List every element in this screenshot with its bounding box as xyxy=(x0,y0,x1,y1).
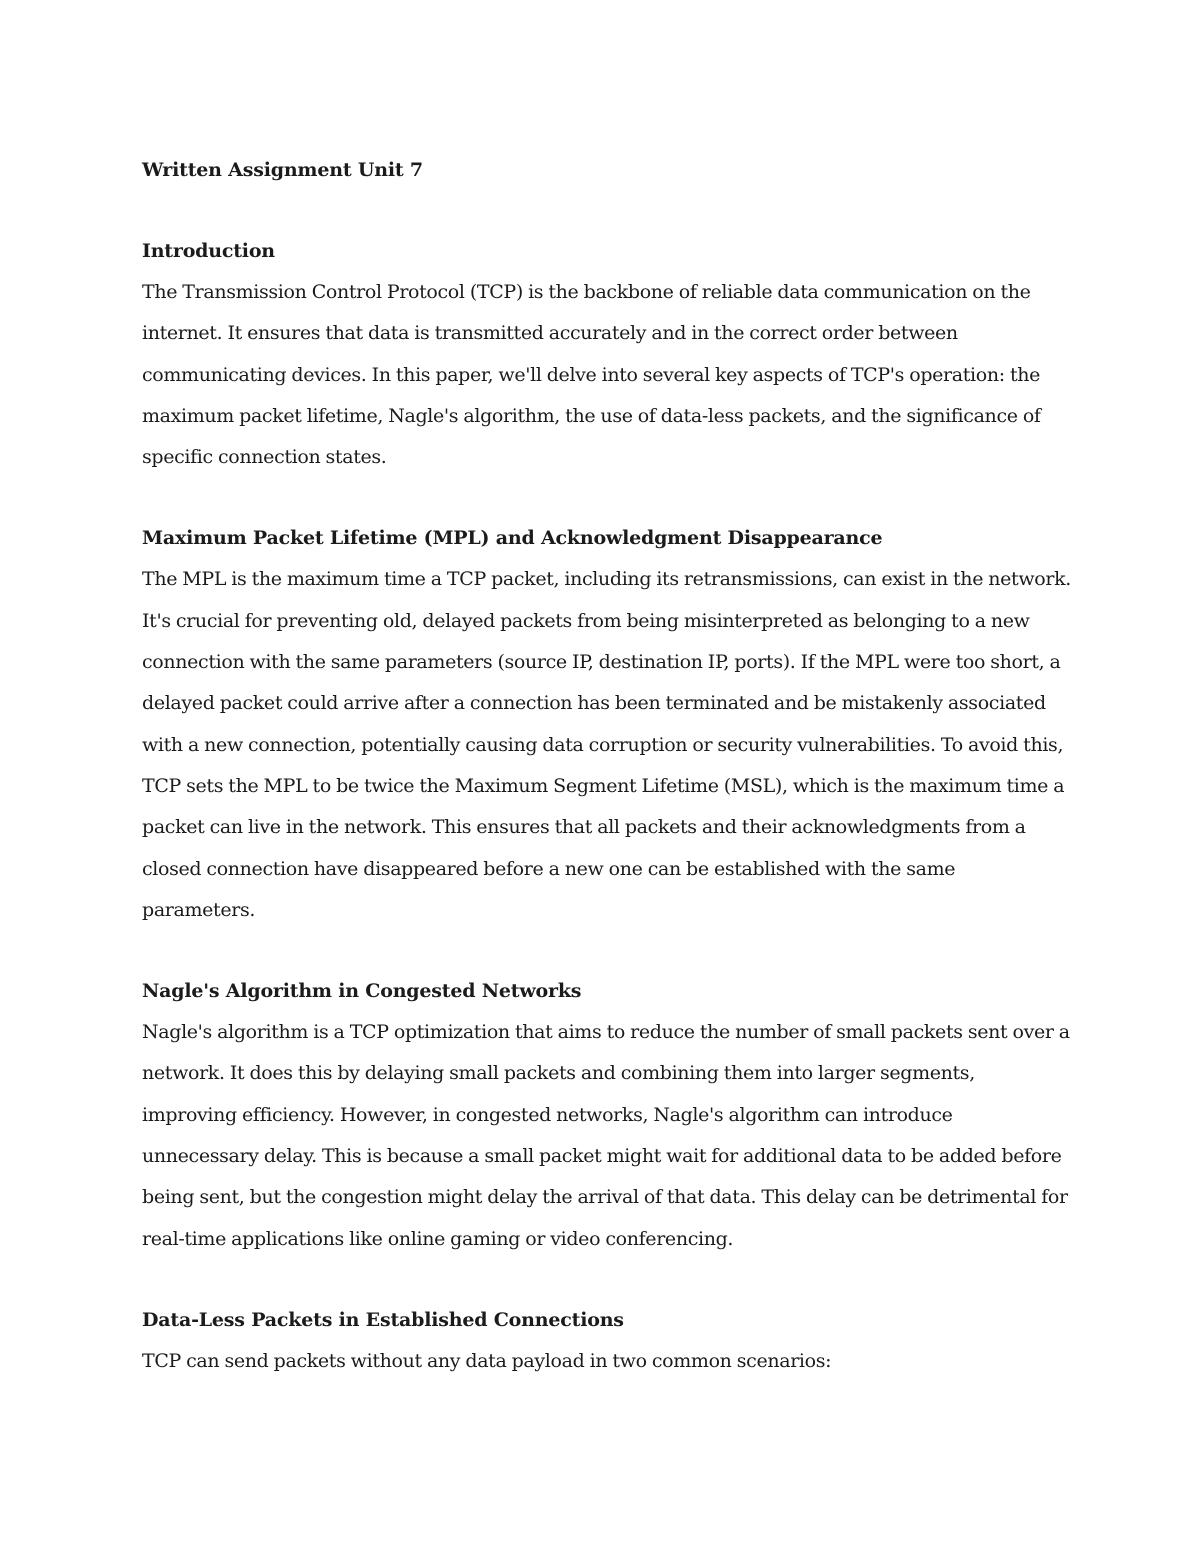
document-content xyxy=(142,150,1072,1382)
document-title: Written Assignment Unit 7 xyxy=(142,159,423,181)
section-data-less-packets xyxy=(142,1300,1072,1382)
section-paragraph: The MPL is the maximum time a TCP packet, including its retransmissions, can exist in the network. It's crucial for preventing old, delayed packets from being misinterpreted as belonging to a new connection with the same parameters (source IP, destination IP, ports). If the MPL were too short, a delayed packet could arrive after a connection has been terminated and be mistakenly associated with a new connection, potentially causing data corruption or security vulnerabilities. To avoid this, TCP sets the MPL to be twice the Maximum Segment Lifetime (MSL), which is the maximum time a packet can live in the network. This ensures that all packets and their acknowledgments from a closed connection have disappeared before a new one can be established with the same parameters. xyxy=(142,568,1071,921)
section-paragraph: TCP can send packets without any data payload in two common scenarios: xyxy=(142,1349,832,1372)
section-mpl xyxy=(142,518,1072,931)
section-nagle xyxy=(142,971,1072,1260)
section-heading: Data-Less Packets in Established Connections xyxy=(142,1308,624,1331)
section-introduction xyxy=(142,231,1072,478)
section-paragraph: Nagle's algorithm is a TCP optimization that aims to reduce the number of small packets sent over a network. It does this by delaying small packets and combining them into larger segments, improving efficiency. However, in congested networks, Nagle's algorithm can introduce unnecessary delay. This is because a small packet might wait for additional data to be added before being sent, but the congestion might delay the arrival of that data. This delay can be detrimental for real-time applications like online gaming or video conferencing. xyxy=(142,1021,1070,1250)
section-heading: Introduction xyxy=(142,240,275,262)
section-heading: Maximum Packet Lifetime (MPL) and Acknowledgment Disappearance xyxy=(142,527,883,550)
section-paragraph: The Transmission Control Protocol (TCP) is the backbone of reliable data communication on the internet. It ensures that data is transmitted accurately and in the correct order between communicating devices. In this paper, we'll delve into several key aspects of TCP's operation: the maximum packet lifetime, Nagle's algorithm, the use of data-less packets, and the significance of specific connection states. xyxy=(142,281,1041,469)
section-heading: Nagle's Algorithm in Congested Networks xyxy=(142,980,582,1003)
